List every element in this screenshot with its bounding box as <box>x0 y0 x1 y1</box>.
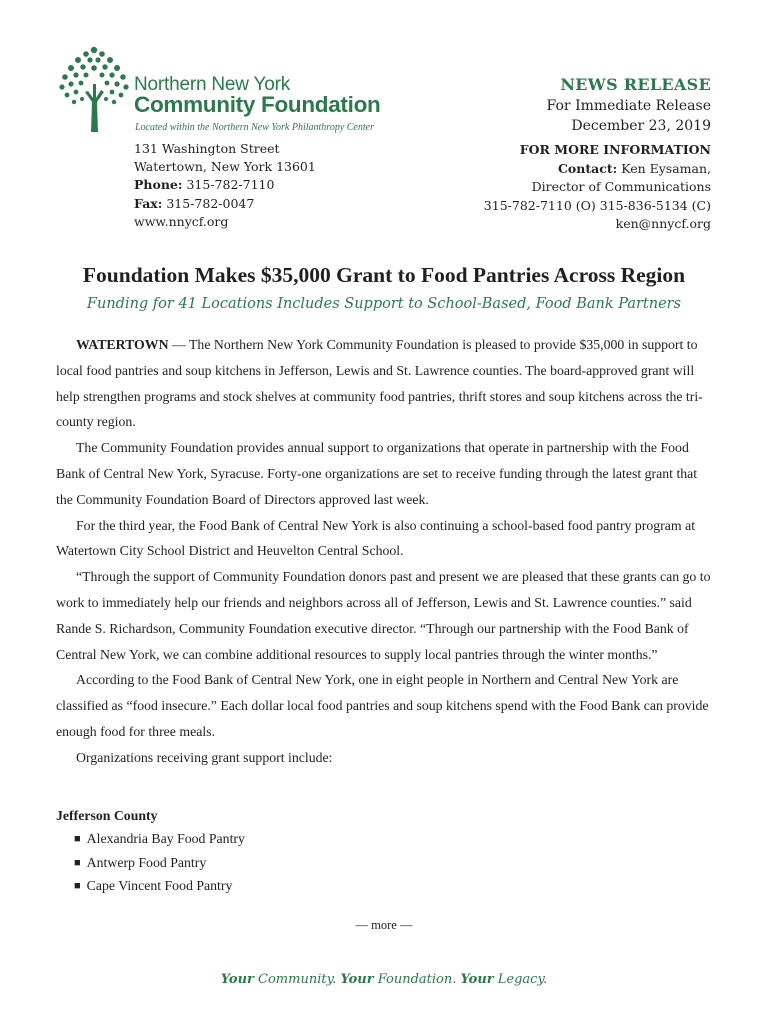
continuation-marker: — more — <box>355 918 413 932</box>
contact-line <box>484 160 711 179</box>
slogan-text: Legacy. <box>493 972 548 987</box>
headline: Foundation Makes $35,000 Grant to Food Pantries Across Region <box>82 263 686 287</box>
slogan-text: Foundation. <box>373 972 461 987</box>
county-heading: Jefferson County <box>56 808 158 823</box>
release-date: December 23, 2019 <box>571 118 711 134</box>
pantry-list <box>74 828 245 899</box>
list-item: ■ Cape Vincent Food Pantry <box>74 875 245 899</box>
slogan-text: Community. <box>253 972 341 987</box>
org-name-line2: Community Foundation <box>134 92 381 117</box>
street: 131 Washington Street <box>134 141 280 156</box>
city: Watertown, New York 13601 <box>134 159 316 175</box>
website-link[interactable]: www.nnycf.org <box>134 213 229 229</box>
release-box <box>547 74 711 136</box>
contact-title: Director of Communications <box>531 179 711 195</box>
paragraph: “Through the support of Community Foundation donors past and present we are pleased that these grants can go to work to immediately help our friends and neighbors across all of Jefferson, Lewis and St. Lawrence counties.” said Rande S. Richardson, Community Foundation executive director. “Through our partnership with the Food Bank of Central New York, we can combine additional resources to supply local pantries through the winter months.” <box>56 569 711 662</box>
dateline: WATERTOWN <box>76 337 169 352</box>
news-release-heading: NEWS RELEASE <box>560 75 711 94</box>
release-timing: For Immediate Release <box>546 98 711 114</box>
paragraph: According to the Food Bank of Central New York, one in eight people in Northern and Central New York are classified as “food insecure.” Each dollar local food pantries and soup kitchens spend with the Food Bank can provide enough food for three meals. <box>56 672 709 739</box>
contact-label: Contact: <box>557 160 618 176</box>
org-tagline: Located within the Northern New York Philanthropy Center <box>135 122 374 133</box>
paragraph <box>56 332 714 435</box>
contact-email[interactable]: ken@nnycf.org <box>615 216 711 232</box>
footer-slogan <box>0 972 768 987</box>
more-info-heading: FOR MORE INFORMATION <box>519 142 711 157</box>
fax-number: 315-782-0047 <box>162 195 255 211</box>
paragraph: For the third year, the Food Bank of Central New York is also continuing a school-based food pantry program at Watertown City School District and Heuvelton Central School. <box>56 517 696 559</box>
paragraph-text: — The Northern New York Community Foundation is pleased to provide $35,000 in support to local food pantries and soup kitchens in Jefferson, Lewis and St. Lawrence counties. The board-approved grant will help strengthen programs and stock shelves at community food pantries, thrift stores and soup kitchens across the tri-county region. <box>56 337 703 430</box>
slogan-your: Your <box>340 972 374 987</box>
slogan-your: Your <box>460 972 494 987</box>
paragraph: Organizations receiving grant support include: <box>76 749 333 765</box>
list-item: ■ Antwerp Food Pantry <box>74 852 245 876</box>
address-block <box>134 140 316 231</box>
org-name-line1: Northern New York <box>134 74 291 95</box>
phone-number: 315-782-7110 <box>182 177 275 193</box>
paragraph: The Community Foundation provides annual support to organizations that operate in partnership with the Food Bank of Central New York, Syracuse. Forty-one organizations are set to receive funding through the latest grant that the Community Foundation Board of Directors approved last week. <box>56 440 698 507</box>
tree-icon <box>55 44 133 134</box>
article-body <box>56 332 714 771</box>
slogan-your: Your <box>220 972 254 987</box>
fax-label: Fax: <box>134 195 163 211</box>
subheadline: Funding for 41 Locations Includes Support to School-Based, Food Bank Partners <box>86 296 682 312</box>
list-item: ■ Alexandria Bay Food Pantry <box>74 828 245 852</box>
phone-line <box>134 176 316 194</box>
contact-block <box>484 141 711 234</box>
contact-phones: 315-782-7110 (O) 315-836-5134 (C) <box>483 197 711 213</box>
fax-line <box>134 195 316 213</box>
contact-name: Ken Eysaman, <box>617 160 711 176</box>
phone-label: Phone: <box>134 177 183 193</box>
